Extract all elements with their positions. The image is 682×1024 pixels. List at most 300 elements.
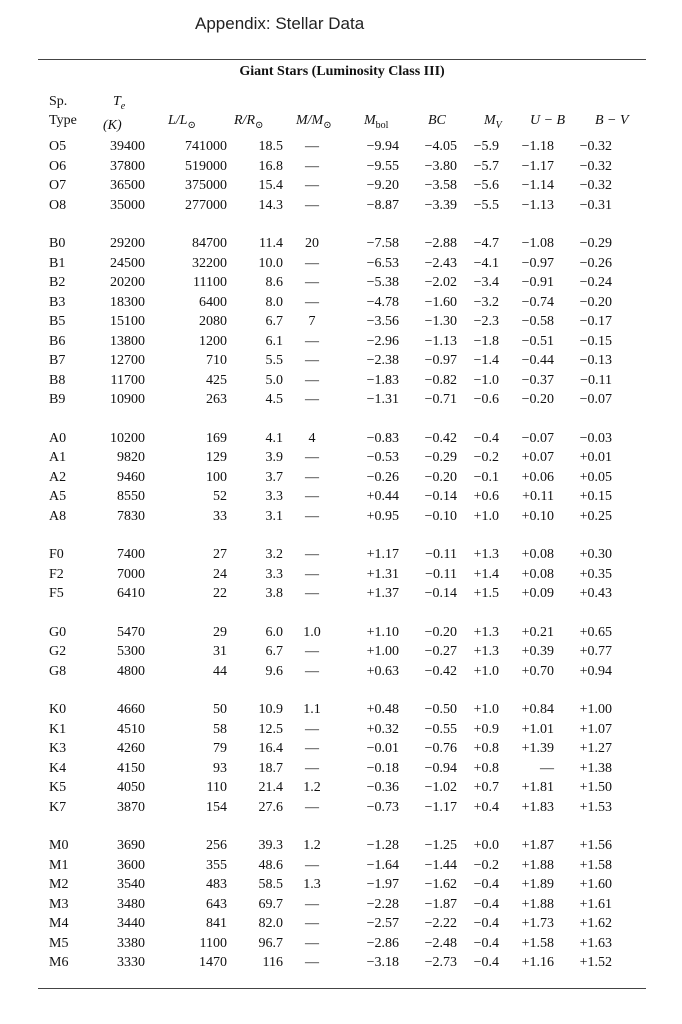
row-filler <box>612 778 682 798</box>
cell-mbol: −3.18 <box>366 955 399 970</box>
cell-teff: 10200 <box>110 430 145 446</box>
cell-mv: −0.4 <box>473 955 499 970</box>
cell-mbol: −8.87 <box>366 197 399 213</box>
cell-teff: 11700 <box>110 372 145 388</box>
group-spacer <box>0 215 682 234</box>
table-row <box>0 895 682 915</box>
cell-luminosity: 79 <box>213 741 227 756</box>
cell-mv: −0.2 <box>473 450 499 465</box>
cell-u-minus-b: +1.39 <box>521 741 554 756</box>
cell-teff: 4660 <box>117 702 145 717</box>
cell-teff: 36500 <box>110 178 145 193</box>
cell-teff: 3380 <box>117 935 145 951</box>
cell-b-minus-v: +0.25 <box>579 508 612 524</box>
cell-b-minus-v: +0.15 <box>579 489 612 504</box>
cell-teff: 4260 <box>117 741 145 756</box>
cell-mv: +0.9 <box>473 721 499 737</box>
cell-luminosity: 519000 <box>185 158 227 174</box>
cell-radius: 3.1 <box>265 508 283 524</box>
cell-mv: −1.0 <box>473 372 499 388</box>
cell-mbol: −1.28 <box>366 838 399 853</box>
cell-bc: −2.43 <box>424 255 457 271</box>
cell-radius: 5.5 <box>265 353 283 368</box>
cell-u-minus-b: +1.88 <box>521 857 554 873</box>
cell-u-minus-b: −1.14 <box>521 178 554 193</box>
row-filler <box>612 836 682 856</box>
col-header-radius: $R/R_⊙$ <box>234 113 264 131</box>
cell-teff: 6410 <box>117 586 145 601</box>
cell-luminosity: 643 <box>206 896 227 912</box>
cell-mv: −5.6 <box>473 178 499 193</box>
cell-mbol: −2.86 <box>366 935 399 951</box>
cell-radius: 116 <box>262 955 283 970</box>
cell-b-minus-v: +0.35 <box>579 566 612 582</box>
cell-radius: 16.8 <box>258 158 283 174</box>
cell-bc: −1.62 <box>424 877 457 892</box>
cell-mbol: −0.83 <box>366 430 399 446</box>
cell-sp-type: G0 <box>49 624 67 640</box>
cell-b-minus-v: +1.53 <box>579 799 612 815</box>
cell-mass: — <box>305 294 319 310</box>
cell-mv: +1.4 <box>473 566 499 582</box>
cell-sp-type: K4 <box>49 760 67 776</box>
cell-mass: 1.3 <box>303 877 321 892</box>
cell-mv: −3.2 <box>473 294 499 310</box>
cell-bc: −0.14 <box>424 586 457 601</box>
cell-bc: −1.60 <box>424 294 457 310</box>
page-title: Appendix: Stellar Data <box>195 14 365 33</box>
cell-sp-type: M2 <box>49 877 69 892</box>
cell-mbol: −2.28 <box>366 896 399 912</box>
table-row <box>0 332 682 352</box>
cell-sp-type: M0 <box>49 838 69 853</box>
cell-mbol: +1.37 <box>366 586 399 601</box>
cell-b-minus-v: −0.32 <box>579 178 612 193</box>
cell-u-minus-b: +0.07 <box>521 450 554 465</box>
cell-b-minus-v: +1.00 <box>579 702 612 717</box>
cell-bc: −1.25 <box>424 838 457 853</box>
row-filler <box>612 895 682 915</box>
cell-radius: 3.7 <box>265 469 283 485</box>
row-filler <box>612 934 682 954</box>
cell-mv: −5.5 <box>473 197 499 213</box>
cell-mass: — <box>305 741 319 756</box>
cell-luminosity: 52 <box>213 489 227 504</box>
cell-mass: — <box>305 644 319 659</box>
cell-radius: 18.5 <box>258 139 283 154</box>
table-row <box>0 351 682 371</box>
cell-sp-type: M3 <box>49 896 69 912</box>
cell-b-minus-v: +1.63 <box>579 935 612 951</box>
cell-b-minus-v: +1.27 <box>579 741 612 756</box>
cell-mv: +0.8 <box>473 760 499 776</box>
cell-sp-type: M4 <box>49 916 69 931</box>
table-row <box>0 759 682 779</box>
row-filler <box>612 720 682 740</box>
cell-teff: 3690 <box>117 838 145 853</box>
cell-u-minus-b: +1.16 <box>521 955 554 970</box>
cell-sp-type: O8 <box>49 197 67 213</box>
table-row <box>0 914 682 934</box>
cell-mbol: +1.17 <box>366 547 399 562</box>
cell-mbol: −0.26 <box>366 469 399 485</box>
cell-u-minus-b: +1.83 <box>521 799 554 815</box>
cell-teff: 4510 <box>117 721 145 737</box>
table-row <box>0 371 682 391</box>
cell-luminosity: 129 <box>206 450 227 465</box>
cell-mass: — <box>305 508 319 524</box>
cell-mv: +1.0 <box>473 663 499 679</box>
cell-luminosity: 93 <box>213 760 227 776</box>
cell-mass: — <box>305 489 319 504</box>
cell-luminosity: 24 <box>213 566 227 582</box>
cell-mass: — <box>305 586 319 601</box>
cell-sp-type: M5 <box>49 935 69 951</box>
cell-luminosity: 27 <box>213 547 227 562</box>
cell-u-minus-b: −0.44 <box>521 353 554 368</box>
cell-sp-type: K7 <box>49 799 67 815</box>
cell-luminosity: 425 <box>206 372 227 388</box>
cell-mv: +1.3 <box>473 547 499 562</box>
cell-mv: −1.8 <box>473 333 499 349</box>
cell-mbol: −0.18 <box>366 760 399 776</box>
cell-sp-type: F0 <box>49 547 64 562</box>
row-filler <box>612 759 682 779</box>
cell-radius: 39.3 <box>258 838 283 853</box>
cell-mass: — <box>305 760 319 776</box>
cell-teff: 3540 <box>117 877 145 892</box>
cell-b-minus-v: −0.26 <box>579 255 612 271</box>
group-spacer <box>0 526 682 545</box>
cell-b-minus-v: +1.61 <box>579 896 612 912</box>
cell-mass: 20 <box>305 236 319 251</box>
cell-b-minus-v: +0.05 <box>579 469 612 485</box>
cell-luminosity: 263 <box>206 392 227 407</box>
cell-sp-type: F5 <box>49 586 64 601</box>
cell-mass: — <box>305 935 319 951</box>
cell-radius: 8.0 <box>265 294 283 310</box>
cell-teff: 12700 <box>110 353 145 368</box>
row-filler <box>612 332 682 352</box>
row-filler <box>612 448 682 468</box>
table-row <box>0 739 682 759</box>
table-row <box>0 157 682 177</box>
cell-u-minus-b: +0.06 <box>521 469 554 485</box>
cell-mbol: −9.55 <box>366 158 399 174</box>
row-filler <box>612 798 682 818</box>
cell-radius: 10.9 <box>258 702 283 717</box>
cell-luminosity: 1200 <box>199 333 227 349</box>
cell-bc: −1.13 <box>424 333 457 349</box>
cell-u-minus-b: −1.08 <box>521 236 554 251</box>
cell-mbol: −9.20 <box>366 178 399 193</box>
cell-bc: −0.11 <box>425 547 457 562</box>
cell-mv: −1.4 <box>473 353 499 368</box>
cell-u-minus-b: −1.18 <box>521 139 554 154</box>
cell-teff: 8550 <box>117 489 145 504</box>
cell-teff: 9820 <box>117 450 145 465</box>
cell-luminosity: 32200 <box>192 255 227 271</box>
cell-mv: +0.0 <box>473 838 499 853</box>
cell-radius: 3.3 <box>265 489 283 504</box>
table-row <box>0 254 682 274</box>
cell-teff: 20200 <box>110 275 145 290</box>
cell-bc: −0.20 <box>424 469 457 485</box>
cell-radius: 58.5 <box>258 877 283 892</box>
cell-mv: −0.4 <box>473 935 499 951</box>
cell-mass: 1.1 <box>303 702 321 717</box>
cell-mv: −0.4 <box>473 916 499 931</box>
cell-u-minus-b: +1.89 <box>521 877 554 892</box>
cell-radius: 48.6 <box>258 857 283 873</box>
cell-u-minus-b: +1.58 <box>521 935 554 951</box>
cell-u-minus-b: +1.81 <box>521 780 554 795</box>
cell-teff: 3330 <box>117 955 145 970</box>
row-filler <box>612 565 682 585</box>
row-filler <box>612 196 682 216</box>
cell-mbol: −0.53 <box>366 450 399 465</box>
cell-radius: 10.0 <box>258 255 283 271</box>
cell-u-minus-b: +1.87 <box>521 838 554 853</box>
cell-sp-type: A0 <box>49 430 67 446</box>
cell-bc: −0.82 <box>424 372 457 388</box>
cell-luminosity: 741000 <box>185 139 227 154</box>
cell-radius: 21.4 <box>258 780 283 795</box>
cell-mbol: +1.00 <box>366 644 399 659</box>
cell-teff: 7000 <box>117 566 145 582</box>
cell-b-minus-v: −0.17 <box>579 314 612 329</box>
cell-u-minus-b: −0.97 <box>521 255 554 271</box>
cell-luminosity: 33 <box>213 508 227 524</box>
cell-b-minus-v: +0.65 <box>579 624 612 640</box>
row-filler <box>612 176 682 196</box>
table-row <box>0 507 682 527</box>
row-filler <box>612 856 682 876</box>
cell-bc: −1.17 <box>424 799 457 815</box>
table-row <box>0 720 682 740</box>
cell-mv: −0.6 <box>473 392 499 407</box>
table-row <box>0 390 682 410</box>
cell-teff: 3600 <box>117 857 145 873</box>
cell-radius: 4.5 <box>265 392 283 407</box>
row-filler <box>612 642 682 662</box>
table-row <box>0 642 682 662</box>
cell-bc: −0.10 <box>424 508 457 524</box>
row-filler <box>612 157 682 177</box>
cell-radius: 12.5 <box>258 721 283 737</box>
cell-u-minus-b: −1.17 <box>521 158 554 174</box>
cell-bc: −0.42 <box>424 430 457 446</box>
spacer-cell <box>0 604 682 623</box>
cell-teff: 15100 <box>110 314 145 329</box>
cell-mv: −0.4 <box>473 430 499 446</box>
cell-bc: −1.02 <box>424 780 457 795</box>
cell-mbol: −0.01 <box>366 741 399 756</box>
table-bottom-rule <box>38 988 646 989</box>
cell-mass: — <box>305 197 319 213</box>
cell-u-minus-b: +0.11 <box>522 489 554 504</box>
cell-sp-type: B1 <box>49 255 66 271</box>
cell-sp-type: G2 <box>49 644 67 659</box>
cell-luminosity: 11100 <box>193 275 227 290</box>
cell-bc: −0.29 <box>424 450 457 465</box>
cell-mbol: +0.44 <box>366 489 399 504</box>
cell-radius: 6.1 <box>265 333 283 349</box>
cell-sp-type: B6 <box>49 333 66 349</box>
cell-teff: 3480 <box>117 896 145 912</box>
cell-mbol: −4.78 <box>366 294 399 310</box>
cell-teff: 18300 <box>110 294 145 310</box>
cell-mbol: −2.38 <box>366 353 399 368</box>
cell-teff: 4050 <box>117 780 145 795</box>
group-spacer <box>0 817 682 836</box>
cell-luminosity: 1470 <box>199 955 227 970</box>
cell-luminosity: 154 <box>206 799 227 815</box>
table-row <box>0 176 682 196</box>
cell-mv: +0.8 <box>473 741 499 756</box>
cell-teff: 29200 <box>110 236 145 251</box>
cell-mass: — <box>305 469 319 485</box>
cell-radius: 27.6 <box>258 799 283 815</box>
cell-u-minus-b: — <box>540 760 554 776</box>
cell-u-minus-b: −0.20 <box>521 392 554 407</box>
cell-mv: +1.3 <box>473 624 499 640</box>
cell-teff: 3870 <box>117 799 145 815</box>
table-row <box>0 778 682 798</box>
cell-bc: −0.11 <box>425 566 457 582</box>
cell-mbol: +0.48 <box>366 702 399 717</box>
cell-mbol: −0.73 <box>366 799 399 815</box>
cell-mass: — <box>305 275 319 290</box>
cell-u-minus-b: +0.21 <box>521 624 554 640</box>
cell-mass: — <box>305 896 319 912</box>
cell-b-minus-v: +0.01 <box>579 450 612 465</box>
cell-teff: 5470 <box>117 624 145 640</box>
cell-u-minus-b: +0.09 <box>521 586 554 601</box>
cell-mbol: −1.83 <box>366 372 399 388</box>
cell-teff: 7830 <box>117 508 145 524</box>
cell-radius: 6.7 <box>265 644 283 659</box>
row-filler <box>612 312 682 332</box>
row-filler <box>612 875 682 895</box>
cell-sp-type: O6 <box>49 158 67 174</box>
cell-mass: — <box>305 547 319 562</box>
table-row <box>0 700 682 720</box>
cell-mass: 1.2 <box>303 780 321 795</box>
cell-b-minus-v: −0.24 <box>579 275 612 290</box>
cell-teff: 39400 <box>110 139 145 154</box>
cell-radius: 3.2 <box>265 547 283 562</box>
cell-radius: 6.0 <box>265 624 283 640</box>
cell-bc: −2.48 <box>424 935 457 951</box>
cell-teff: 3440 <box>117 916 145 931</box>
cell-mv: −0.1 <box>473 469 499 485</box>
cell-mass: 4 <box>308 430 316 446</box>
row-filler <box>612 390 682 410</box>
cell-b-minus-v: −0.03 <box>579 430 612 446</box>
cell-u-minus-b: −0.74 <box>521 294 554 310</box>
cell-bc: −2.02 <box>424 275 457 290</box>
cell-mv: +0.6 <box>473 489 499 504</box>
cell-sp-type: A5 <box>49 489 67 504</box>
cell-bc: −0.14 <box>424 489 457 504</box>
cell-mbol: −0.36 <box>366 780 399 795</box>
cell-radius: 3.3 <box>265 566 283 582</box>
cell-mbol: −5.38 <box>366 275 399 290</box>
table-row <box>0 875 682 895</box>
cell-teff: 35000 <box>110 197 145 213</box>
cell-radius: 3.9 <box>265 450 283 465</box>
col-header-teff: $T_e$ (K) <box>103 94 126 133</box>
cell-mass: — <box>305 916 319 931</box>
row-filler <box>612 273 682 293</box>
spacer-cell <box>0 215 682 234</box>
cell-mv: +0.4 <box>473 799 499 815</box>
row-filler <box>612 507 682 527</box>
col-header-u-minus-b: U − B <box>530 113 566 128</box>
cell-luminosity: 256 <box>206 838 227 853</box>
cell-sp-type: M6 <box>49 955 69 970</box>
spacer-cell <box>0 817 682 836</box>
table-row <box>0 565 682 585</box>
row-filler <box>612 468 682 488</box>
cell-radius: 82.0 <box>258 916 283 931</box>
cell-b-minus-v: −0.32 <box>579 158 612 174</box>
cell-sp-type: A8 <box>49 508 67 524</box>
cell-mv: −4.1 <box>473 255 499 271</box>
row-filler <box>612 914 682 934</box>
cell-luminosity: 841 <box>206 916 227 931</box>
cell-mass: — <box>305 255 319 271</box>
cell-mv: +1.5 <box>473 586 499 601</box>
cell-bc: −3.39 <box>424 197 457 213</box>
cell-luminosity: 2080 <box>199 314 227 329</box>
cell-mv: +1.0 <box>473 508 499 524</box>
cell-u-minus-b: +0.70 <box>521 663 554 679</box>
cell-sp-type: B9 <box>49 392 66 407</box>
spacer-cell <box>0 526 682 545</box>
cell-bc: −0.20 <box>424 624 457 640</box>
cell-u-minus-b: +0.39 <box>521 644 554 659</box>
row-filler <box>612 254 682 274</box>
cell-b-minus-v: +0.30 <box>579 547 612 562</box>
cell-u-minus-b: +1.01 <box>521 721 554 737</box>
cell-bc: −4.05 <box>424 139 457 154</box>
col-header-bc: BC <box>428 113 446 128</box>
cell-u-minus-b: −0.91 <box>521 275 554 290</box>
cell-sp-type: B7 <box>49 353 66 368</box>
cell-mbol: −2.96 <box>366 333 399 349</box>
cell-luminosity: 6400 <box>199 294 227 310</box>
col-header-mbol: $M_{bol}$ <box>364 113 389 131</box>
table-caption: Giant Stars (Luminosity Class III) <box>239 64 445 79</box>
cell-b-minus-v: +1.60 <box>579 877 612 892</box>
table-row <box>0 196 682 216</box>
cell-luminosity: 169 <box>206 430 227 446</box>
spacer-cell <box>0 410 682 429</box>
cell-mv: −0.4 <box>473 877 499 892</box>
cell-mv: −5.9 <box>473 139 499 154</box>
cell-mass: — <box>305 139 319 154</box>
row-filler <box>612 487 682 507</box>
cell-b-minus-v: +1.50 <box>579 780 612 795</box>
cell-luminosity: 31 <box>213 644 227 659</box>
table-row <box>0 953 682 973</box>
cell-mv: −2.3 <box>473 314 499 329</box>
cell-luminosity: 22 <box>213 586 227 601</box>
cell-teff: 5300 <box>117 644 145 659</box>
cell-mass: — <box>305 392 319 407</box>
